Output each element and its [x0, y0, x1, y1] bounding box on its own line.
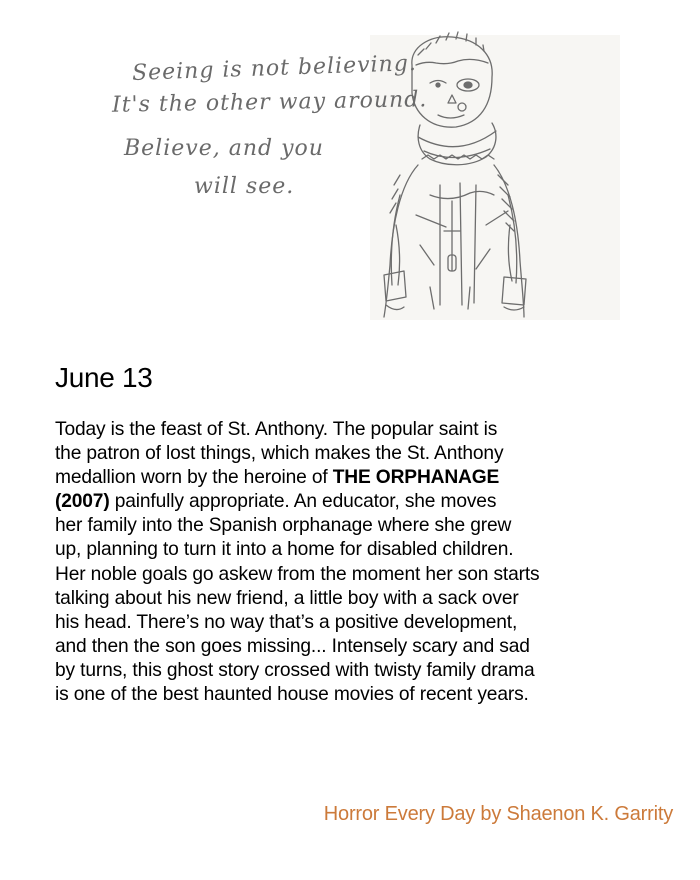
body-line: Her noble goals go askew from the moment her son starts	[55, 563, 540, 585]
body-line: by turns, this ghost story crossed with twisty family drama	[55, 659, 535, 681]
body-line	[55, 490, 640, 514]
body-line	[55, 466, 640, 490]
quote-line-2: It's the other way around.	[111, 87, 428, 118]
body-line: Today is the feast of St. Anthony. The popular saint is	[55, 419, 498, 440]
body-line: the patron of lost things, which makes the St. Anthony	[55, 443, 504, 465]
body-line: his head. There’s no way that’s a positive development,	[55, 611, 518, 633]
movie-year: (2007)	[55, 491, 110, 513]
entry-date: June 13	[55, 362, 153, 393]
series-credit: Horror Every Day by Shaenon K. Garrity	[323, 803, 673, 825]
body-line: her family into the Spanish orphanage where she grew	[55, 515, 512, 537]
handwritten-quote	[100, 50, 430, 230]
body-line: talking about his new friend, a little boy with a sack over	[55, 587, 519, 609]
body-line: is one of the best haunted house movies of recent years.	[55, 684, 529, 706]
quote-line-1: Seeing is not believing.	[131, 51, 418, 86]
entry-body	[55, 418, 640, 707]
body-line: up, planning to turn it into a home for disabled children.	[55, 539, 514, 561]
body-text: medallion worn by the heroine of	[55, 467, 333, 489]
movie-title: THE ORPHANAGE	[332, 467, 500, 489]
body-text: painfully appropriate. An educator, she moves	[109, 491, 497, 513]
body-line: and then the son goes missing... Intensely scary and sad	[55, 635, 530, 657]
quote-line-3: Believe, and you	[124, 136, 324, 161]
quote-line-4: will see.	[194, 174, 295, 199]
